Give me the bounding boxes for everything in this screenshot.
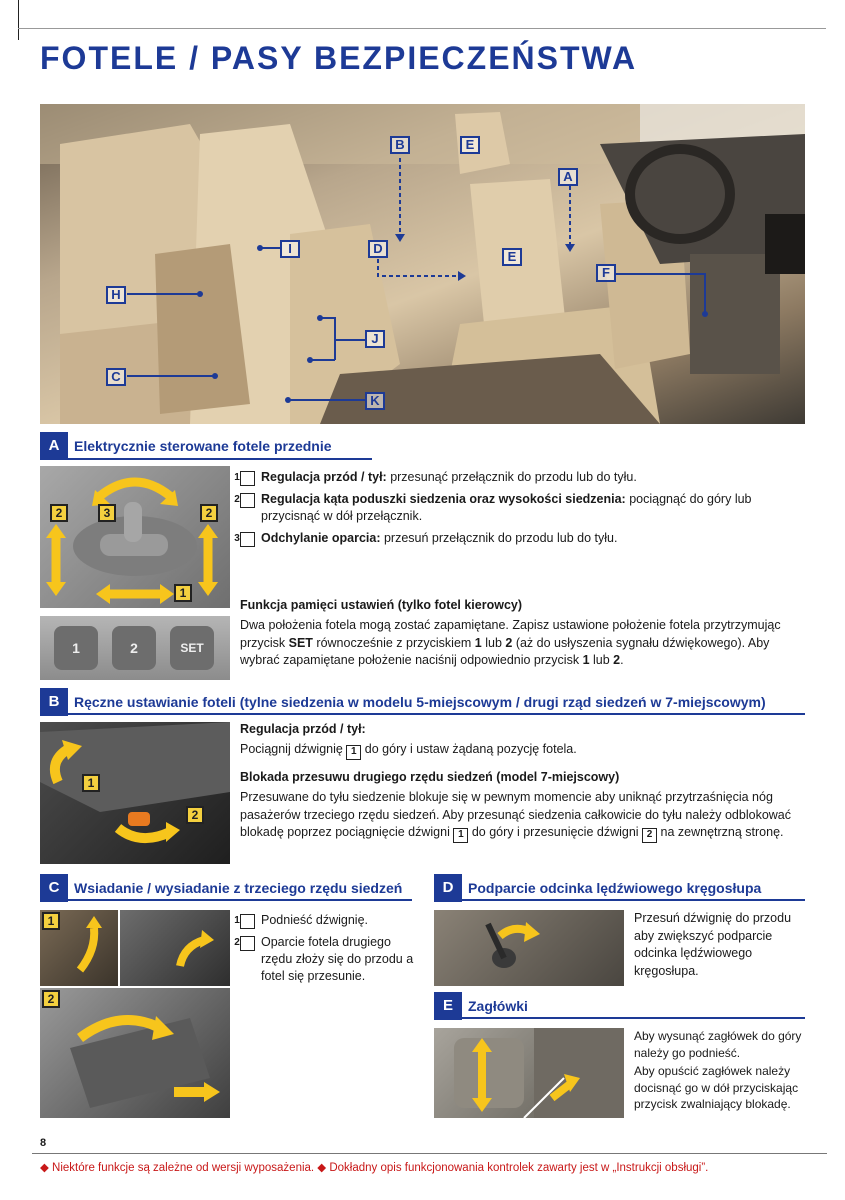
memory-button-1[interactable]: 1 bbox=[54, 626, 98, 670]
third-row-lever-photo bbox=[40, 910, 118, 986]
page-title: FOTELE / PASY BEZPIECZEŃSTWA bbox=[40, 40, 638, 76]
memory-buttons-photo bbox=[40, 616, 230, 680]
section-b-badge: B bbox=[40, 688, 68, 716]
item-bold-label: Regulacja przód / tył: bbox=[261, 470, 387, 484]
item-text: Podnieść dźwignię. bbox=[261, 913, 369, 927]
item-number-box: 3 bbox=[240, 532, 255, 547]
item-text: przesunąć przełącznik do przodu lub do tyłu. bbox=[386, 470, 637, 484]
seat-switch-photo bbox=[40, 466, 230, 608]
section-d-badge: D bbox=[434, 874, 462, 902]
section-c-item-2 bbox=[234, 934, 420, 985]
section-a-underline bbox=[68, 458, 372, 460]
item-number-box: 1 bbox=[240, 471, 255, 486]
step-label-2: 2 bbox=[42, 990, 60, 1008]
item-text: Oparcie fotela drugiego rzędu złoży się do przodu a fotel się przesunie. bbox=[261, 935, 414, 983]
seat-lock-description: Przesuwane do tyłu siedzenie blokuje się w pewnym momencie aby uniknąć przytrzaśnięcia nóg pasażerów trzeciego rzędu siedzeń. Aby przesunąć siedzenia całkowicie do tyłu należy odblokować blokadę poprzez pociągnięcie dźwigni 1 do góry i przesunięcie dźwigni 2 na zewnętrzną stronę. bbox=[240, 789, 808, 843]
callout-lines bbox=[40, 104, 805, 424]
callout-label-i: I bbox=[280, 240, 300, 258]
section-a-item-1 bbox=[234, 469, 808, 486]
headrest-photo bbox=[434, 1028, 624, 1118]
section-d-underline bbox=[462, 899, 805, 901]
third-row-detail-photo bbox=[120, 910, 230, 986]
switch-label-2-left: 2 bbox=[50, 504, 68, 522]
section-a-badge: A bbox=[40, 432, 68, 460]
section-e-underline bbox=[462, 1017, 805, 1019]
lever-label-2: 2 bbox=[186, 806, 204, 824]
crop-mark-horizontal bbox=[18, 28, 826, 29]
callout-label-j: J bbox=[365, 330, 385, 348]
item-number-box: 1 bbox=[240, 914, 255, 929]
seat-folding-photo bbox=[40, 988, 230, 1118]
section-e-title: Zagłówki bbox=[468, 998, 528, 1014]
seat-folding-illustration bbox=[40, 988, 230, 1118]
manual-seat-levers-photo bbox=[40, 722, 230, 864]
memory-button-set[interactable]: SET bbox=[170, 626, 214, 670]
footer-note: ◆ Niektóre funkcje są zależne od wersji wyposażenia. ◆ Dokładny opis funkcjonowania kontrolek zawarty jest w „Instrukcji obsługi”. bbox=[40, 1162, 709, 1174]
headrest-illustration bbox=[434, 1028, 624, 1118]
fore-aft-heading: Regulacja przód / tył: bbox=[240, 722, 366, 736]
section-a-item-3 bbox=[234, 530, 808, 547]
section-a-item-2 bbox=[234, 491, 808, 525]
section-e-badge: E bbox=[434, 992, 462, 1020]
callout-label-d: D bbox=[368, 240, 388, 258]
item-number-box: 2 bbox=[240, 936, 255, 951]
callout-label-h: H bbox=[106, 286, 126, 304]
lumbar-lever-photo bbox=[434, 910, 624, 986]
section-c-title: Wsiadanie / wysiadanie z trzeciego rzędu siedzeń bbox=[74, 880, 403, 896]
memory-button-2[interactable]: 2 bbox=[112, 626, 156, 670]
callout-label-e: E bbox=[502, 248, 522, 266]
callout-label-f: F bbox=[596, 264, 616, 282]
section-b-underline bbox=[68, 713, 805, 715]
callout-label-c: C bbox=[106, 368, 126, 386]
callout-label-k: K bbox=[365, 392, 385, 410]
switch-label-1: 1 bbox=[174, 584, 192, 602]
section-b-title: Ręczne ustawianie foteli (tylne siedzenia w modelu 5-miejscowym / drugi rząd siedzeń w 7-miejscowym) bbox=[74, 694, 766, 710]
lever-label-1: 1 bbox=[82, 774, 100, 792]
lever-detail-illustration bbox=[120, 910, 230, 986]
lumbar-description: Przesuń dźwignię do przodu aby zwiększyć podparcie odcinka lędźwiowego kręgosłupa. bbox=[634, 911, 792, 978]
item-text: przesuń przełącznik do przodu lub do tyłu. bbox=[380, 531, 618, 545]
fore-aft-description: Pociągnij dźwignię 1 do góry i ustaw żądaną pozycję fotela. bbox=[240, 741, 808, 760]
memory-description: Dwa położenia fotela mogą zostać zapamiętane. Zapisz ustawione położenie fotela przytrzymując przycisk SET równocześnie z przyciskiem 1 lub 2 (aż do usłyszenia sygnału dźwiękowego). Aby wybrać zapamiętane położenie naciśnij odpowiednio przycisk 1 lub 2. bbox=[240, 618, 781, 667]
seat-switch-illustration bbox=[40, 466, 230, 608]
footer-divider bbox=[32, 1153, 827, 1154]
section-c-item-1 bbox=[234, 912, 420, 929]
section-d-title: Podparcie odcinka lędźwiowego kręgosłupa bbox=[468, 880, 762, 896]
item-text: pociągnąć do góry lub przycisnąć w dół przełącznik. bbox=[261, 492, 752, 523]
section-c-badge: C bbox=[40, 874, 68, 902]
item-number-box: 2 bbox=[240, 493, 255, 508]
section-a-title: Elektrycznie sterowane fotele przednie bbox=[74, 438, 332, 454]
item-bold-label: Odchylanie oparcia: bbox=[261, 531, 381, 545]
callout-label-a: A bbox=[558, 168, 578, 186]
item-bold-label: Regulacja kąta poduszki siedzenia oraz wysokości siedzenia: bbox=[261, 492, 626, 506]
seat-lock-heading: Blokada przesuwu drugiego rzędu siedzeń (model 7-miejscowy) bbox=[240, 770, 620, 784]
switch-label-2-right: 2 bbox=[200, 504, 218, 522]
section-c-underline bbox=[68, 899, 412, 901]
callout-label-e-top: E bbox=[460, 136, 480, 154]
car-interior-photo bbox=[40, 104, 805, 424]
lumbar-lever-illustration bbox=[434, 910, 624, 986]
callout-label-b: B bbox=[390, 136, 410, 154]
switch-label-3: 3 bbox=[98, 504, 116, 522]
headrest-lower-text: Aby opuścić zagłówek należy docisnąć go w dół przyciskając przycisk zwalniający blokadę. bbox=[634, 1064, 799, 1111]
headrest-raise-text: Aby wysunąć zagłówek do góry należy go podnieść. bbox=[634, 1029, 802, 1060]
page-number: 8 bbox=[40, 1137, 47, 1149]
step-label-1: 1 bbox=[42, 912, 60, 930]
manual-seat-illustration bbox=[40, 722, 230, 864]
crop-mark-vertical bbox=[18, 0, 19, 40]
memory-heading: Funkcja pamięci ustawień (tylko fotel kierowcy) bbox=[240, 598, 523, 612]
